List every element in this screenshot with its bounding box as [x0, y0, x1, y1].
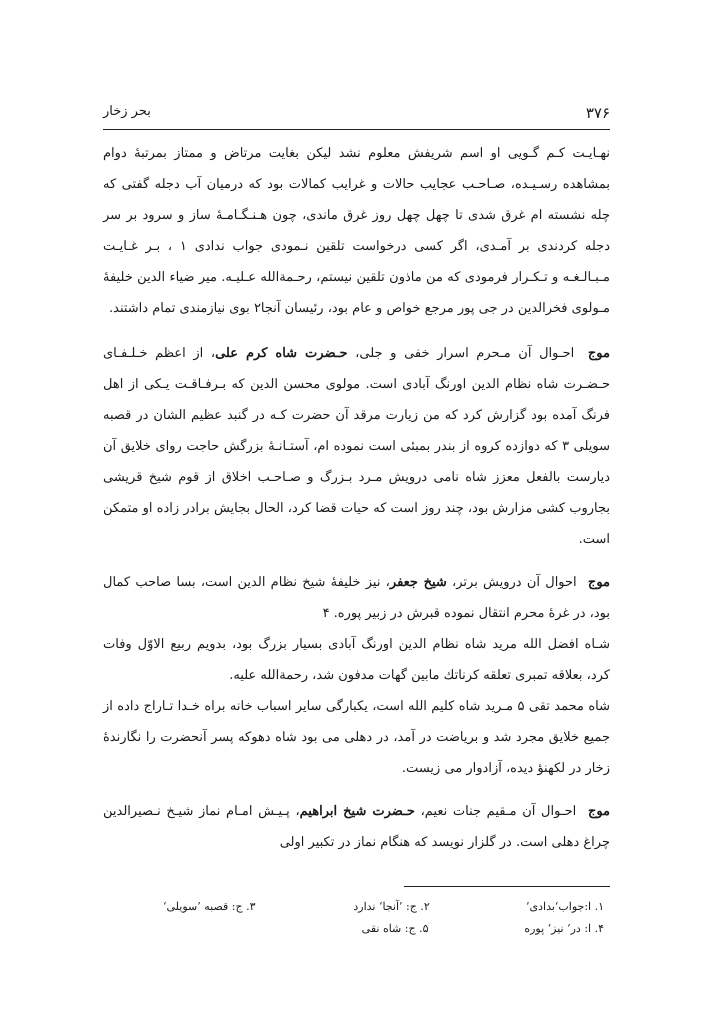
running-title: بحر زخار [103, 104, 151, 119]
paragraph-text: ، نیز خلیفهٔ شیخ نظام الدین است، بسا صاحب کمال بود، در غرهٔ محرم انتقال نموده قبرش در زبیر پوره. ۴ [103, 575, 610, 621]
paragraph-text: احوال آن درویش برتر، [446, 575, 577, 590]
footnote: ۳. ج: قصبه ’سویلی‘ [163, 900, 256, 913]
paragraph-mauj [103, 796, 610, 858]
footnote: ۴. ا: در’ نیز‘ پوره [524, 922, 604, 935]
footnote: ۵. ج: شاه نقی [361, 922, 429, 935]
body-text [103, 138, 610, 858]
footnote-row [103, 918, 610, 940]
footnote: ۱. ا:جواب‘بدادی’ [526, 900, 604, 913]
paragraph [103, 629, 610, 691]
paragraph [103, 691, 610, 784]
paragraph-mauj [103, 338, 610, 555]
paragraph-mauj [103, 567, 610, 629]
paragraph-text: ، از اعظم خـلـفـای حـضـرت شاه نظام الدین اورنگ آبادی است. مولوی محسن الدین که بـرفـاقـت یـکی از اهل فرنگ آمده بود گزارش کرد که من زیارت مرقد آن حضرت کـه در گنبد عظیم الشان در قصبه سویلی ۳ که دوازده کروه از بندر بمبئی است نموده ام، آستـانـهٔ بزرگش حاجت روای خلایق آن دیارست بالفعل معزز شاه نامی درویش مـرد بـزرگ و صـاحـب اخلاق از قوم شیخ قریشی بجاروب کشی مزارش بود، چند روز است که حیات قضا کرد، الحال بجایش برادر زاده او متمکن است. [103, 346, 610, 547]
paragraph [103, 138, 610, 324]
person-name: شیخ جعفر [389, 575, 447, 590]
paragraph-text: ، پـیـش امـام نماز شیـخ نـصیرالدین چراغ دهلی است. در گلزار نویسد که هنگام نماز در تکبیر اولی [103, 804, 610, 850]
person-name: حـضرت شاه کرم علی [215, 346, 348, 361]
footnote-rule [404, 886, 610, 887]
page-number: ۳۷۶ [585, 104, 610, 122]
paragraph-text: شاه محمد تقی ۵ مـرید شاه کلیم الله است، یکبارگی سایر اسباب خانه براه خـدا تـاراج داده از جمیع خلایق مجرد شد و بریاضت در آمد، در دهلی می بود شاه دهوکه پسر آنحضرت را نگارندهٔ زخار در لکهنؤ دیده، آزادوار می زیست. [103, 699, 610, 776]
footnote [163, 918, 253, 940]
paragraph-text: نهـایـت کـم گـویی او اسم شریفش معلوم نشد لیکن بغایت مرتاض و ممتاز بمرتبهٔ دوام بمشاهده رسـیـده، صـاحـب عجایب حالات و غرایب کمالات بود که درمیان آب دجله گفتی که چله نشسته ام غرق شدی تا چهل چهل روز غرق ماندی، چون هـنـگـامـهٔ ساز و سرود بر سر دجله کردندی بر آمـدی، اگر کسی درخواست تلقین نـمودی جواب ندادی ۱ ، بـر غـایـت مـبـالـغـه و تـکـرار فرمودی که من ماذون تلقین نیستم، رحـمةالله عـلیـه. میر ضیاء الدین خلیفهٔ مـولوی فخرالدین در جی پور مرجع خواص و عام بود، رئیسان آنجا۲ بوی نیازمندی تمام داشتند. [103, 146, 611, 316]
section-lead: موج [587, 575, 610, 590]
footnote-row [103, 896, 610, 918]
paragraph-text: احـوال آن مـقیم جنات نعیم، [414, 804, 577, 819]
section-lead: موج [587, 804, 611, 819]
section-lead: موج [587, 346, 610, 361]
person-name: حـضرت شیخ ابراهیم [299, 804, 415, 819]
footnotes [103, 896, 610, 940]
header-rule [103, 129, 610, 130]
paragraph-text: شـاه افضل الله مرید شاه نظام الدین اورنگ آبادی بسیار بزرگ بود، بدویم ربیع الاوّل وفات کرد، بعلاقه تمبری تعلقه کرناتك مابین گهات مدفون شد، رحمةالله علیه. [103, 637, 610, 683]
running-header [103, 104, 610, 124]
footnote: ۲. ج: ’آنجا‘ ندارد [353, 900, 430, 913]
paragraph-text: احـوال آن مـحرم اسرار خفی و جلی، [347, 346, 575, 361]
